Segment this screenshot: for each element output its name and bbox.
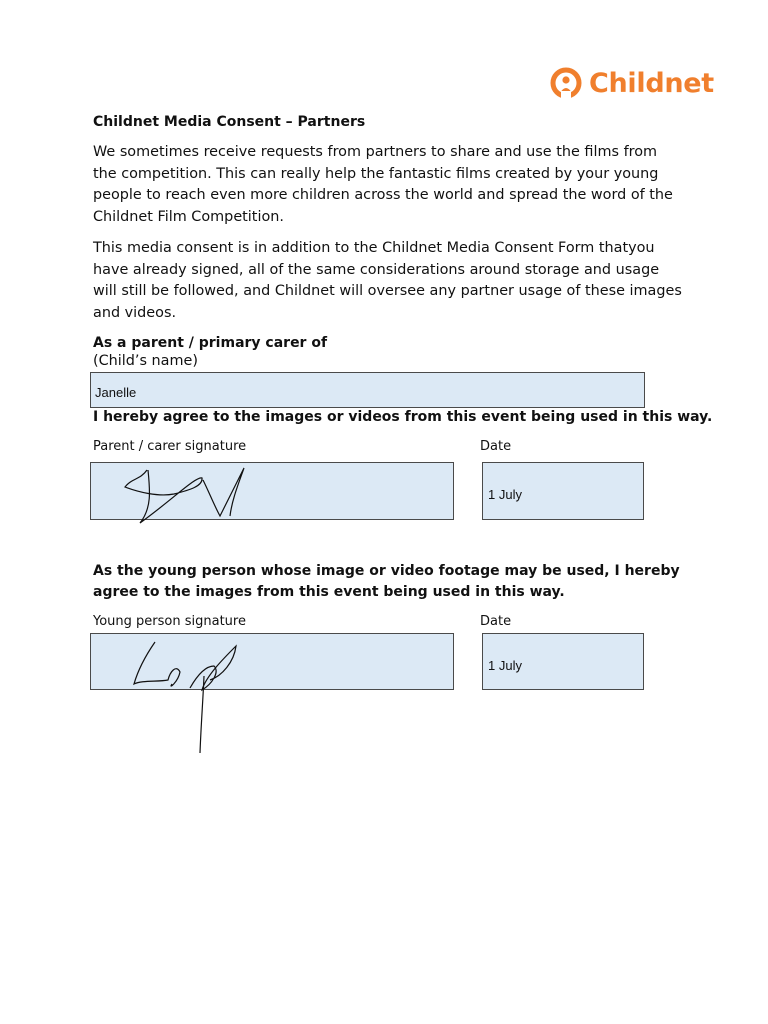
child-name-value: Janelle bbox=[95, 385, 137, 400]
parent-date-label: Date bbox=[480, 439, 512, 454]
child-name-label: (Child’s name) bbox=[93, 353, 198, 369]
logo-text: Childnet bbox=[589, 67, 714, 99]
parent-lead: As a parent / primary carer of bbox=[93, 335, 328, 351]
young-person-signature-label: Young person signature bbox=[93, 614, 246, 629]
childnet-logo-icon bbox=[549, 66, 583, 100]
young-person-agreement-line1: As the young person whose image or video footage may be used, I hereby bbox=[93, 563, 680, 579]
child-name-field[interactable] bbox=[90, 372, 645, 408]
consent-paragraph: This media consent is in addition to the Childnet Media Consent Form thatyou have already signed, all of the same considerations around storage and usage will still be followed, and Childnet will oversee any partner usage of these images and videos. bbox=[93, 240, 682, 321]
intro-paragraph: We sometimes receive requests from partners to share and use the films from the competition. This can really help the fantastic films created by your young people to reach even more children across the world and spread the word of the Childnet Film Competition. bbox=[93, 144, 673, 225]
parent-signature-label: Parent / carer signature bbox=[93, 439, 247, 454]
parent-date-value: 1 July bbox=[488, 487, 522, 502]
parent-agreement: I hereby agree to the images or videos from this event being used in this way. bbox=[93, 409, 713, 425]
young-person-date-label: Date bbox=[480, 614, 512, 629]
young-person-date-field[interactable] bbox=[482, 633, 644, 690]
young-person-agreement-line2: agree to the images from this event being used in this way. bbox=[93, 584, 565, 600]
page-title: Childnet Media Consent – Partners bbox=[93, 114, 366, 130]
childnet-logo bbox=[549, 64, 714, 102]
young-person-date-value: 1 July bbox=[488, 658, 522, 673]
parent-signature-field[interactable] bbox=[90, 462, 454, 520]
young-person-signature-field[interactable] bbox=[90, 633, 454, 690]
parent-date-field[interactable] bbox=[482, 462, 644, 520]
